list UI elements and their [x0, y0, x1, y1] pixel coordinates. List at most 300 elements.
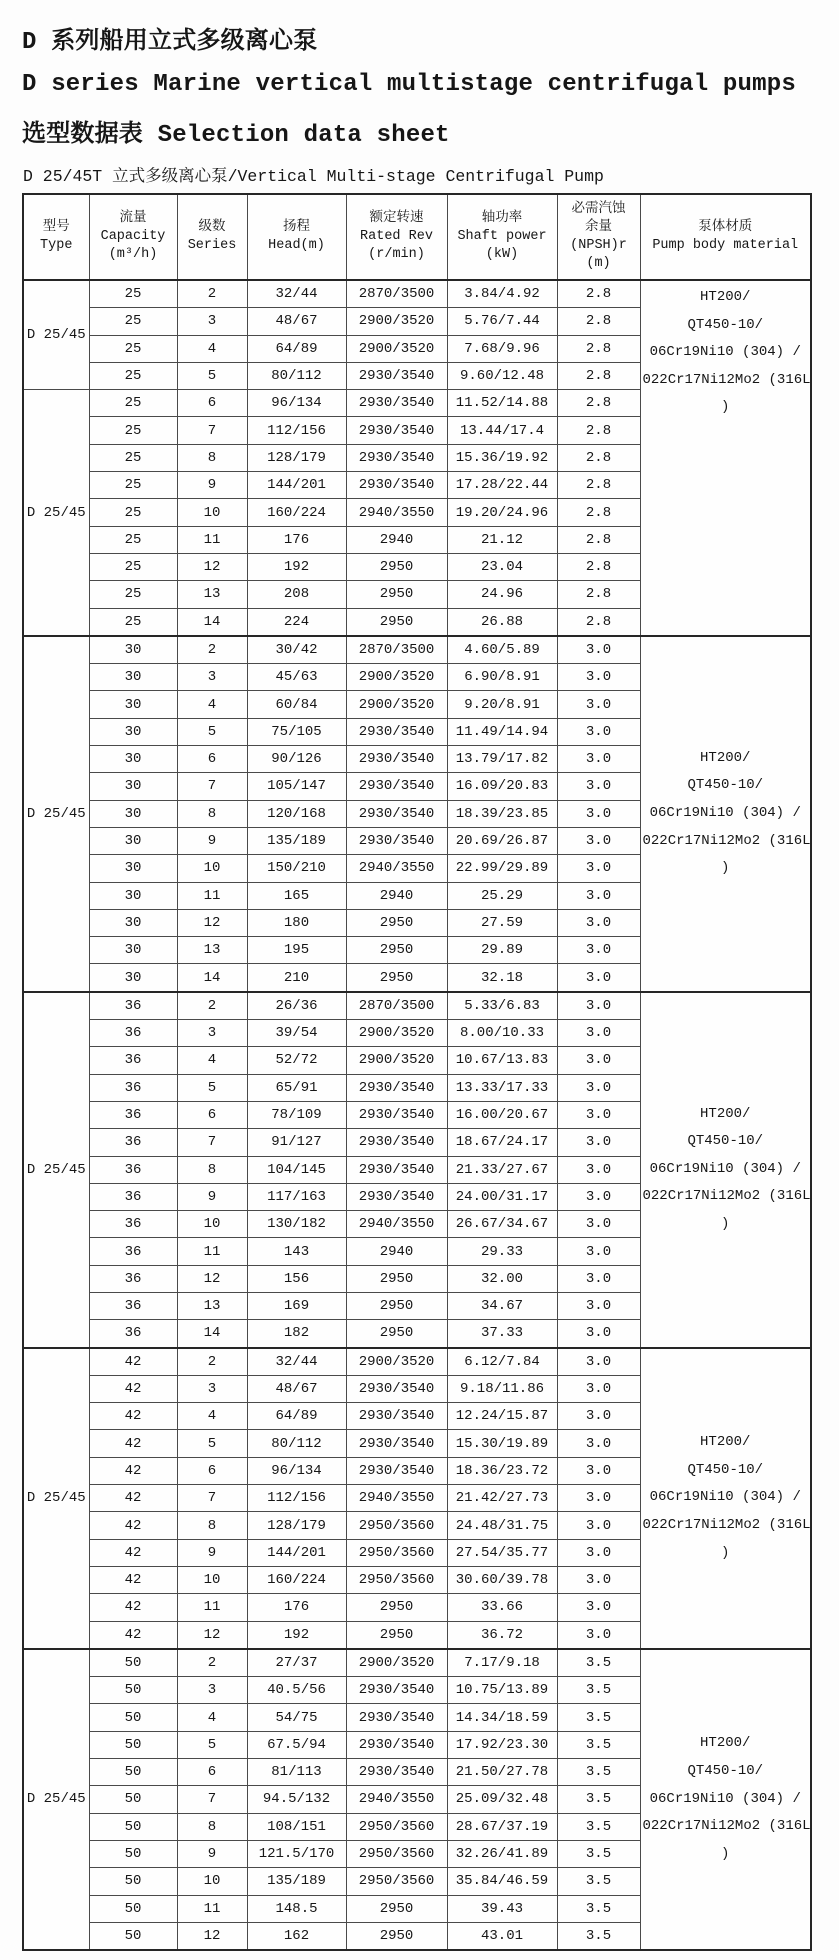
rated-rev-cell: 2950	[346, 1621, 447, 1649]
shaft-power-cell: 24.00/31.17	[447, 1183, 557, 1210]
material-line: QT450-10/	[687, 1461, 764, 1478]
shaft-power-cell: 7.17/9.18	[447, 1649, 557, 1677]
series-cell: 3	[177, 664, 247, 691]
capacity-cell: 25	[89, 608, 177, 636]
series-cell: 2	[177, 280, 247, 308]
shaft-power-cell: 33.66	[447, 1594, 557, 1621]
rated-rev-cell: 2950	[346, 1895, 447, 1922]
shaft-power-cell: 39.43	[447, 1895, 557, 1922]
npsh-cell: 3.0	[557, 1156, 640, 1183]
series-cell: 4	[177, 1403, 247, 1430]
capacity-cell: 42	[89, 1375, 177, 1402]
head-cell: 192	[247, 553, 346, 580]
material-line: )	[721, 399, 730, 416]
series-cell: 11	[177, 1238, 247, 1265]
title-cn: D 系列船用立式多级离心泵	[22, 29, 318, 56]
rated-rev-cell: 2940/3550	[346, 855, 447, 882]
shaft-power-cell: 27.59	[447, 909, 557, 936]
capacity-cell: 50	[89, 1759, 177, 1786]
series-cell: 10	[177, 1566, 247, 1593]
head-cell: 112/156	[247, 417, 346, 444]
head-cell: 32/44	[247, 1348, 346, 1376]
rated-rev-cell: 2940/3550	[346, 1485, 447, 1512]
shaft-power-cell: 32.18	[447, 964, 557, 992]
title-en: D series Marine vertical multistage centrifugal pumps	[22, 71, 796, 98]
shaft-power-cell: 37.33	[447, 1320, 557, 1348]
npsh-cell: 2.8	[557, 581, 640, 608]
capacity-cell: 42	[89, 1539, 177, 1566]
head-cell: 96/134	[247, 390, 346, 417]
head-cell: 80/112	[247, 362, 346, 389]
series-cell: 11	[177, 882, 247, 909]
npsh-cell: 3.0	[557, 1457, 640, 1484]
npsh-cell: 3.0	[557, 1621, 640, 1649]
rated-rev-cell: 2930/3540	[346, 1375, 447, 1402]
pump-type-cell: D 25/45	[23, 390, 89, 636]
npsh-cell: 3.0	[557, 664, 640, 691]
capacity-cell: 25	[89, 390, 177, 417]
series-cell: 12	[177, 1922, 247, 1950]
shaft-power-cell: 36.72	[447, 1621, 557, 1649]
capacity-cell: 36	[89, 992, 177, 1020]
shaft-power-cell: 12.24/15.87	[447, 1403, 557, 1430]
column-header-line: 必需汽蚀	[571, 201, 626, 217]
npsh-cell: 3.0	[557, 992, 640, 1020]
capacity-cell: 50	[89, 1895, 177, 1922]
series-cell: 6	[177, 1457, 247, 1484]
npsh-cell: 3.0	[557, 1430, 640, 1457]
material-line: 06Cr19Ni10 (304) /	[649, 1489, 801, 1506]
capacity-cell: 50	[89, 1786, 177, 1813]
column-header-shaft_power	[447, 194, 557, 280]
head-cell: 64/89	[247, 335, 346, 362]
material-line: )	[721, 1845, 730, 1862]
capacity-cell: 42	[89, 1512, 177, 1539]
shaft-power-cell: 29.89	[447, 937, 557, 964]
series-cell: 10	[177, 1211, 247, 1238]
npsh-cell: 3.0	[557, 1512, 640, 1539]
capacity-cell: 25	[89, 335, 177, 362]
rated-rev-cell: 2950/3560	[346, 1566, 447, 1593]
rated-rev-cell: 2930/3540	[346, 718, 447, 745]
series-cell: 4	[177, 1047, 247, 1074]
head-cell: 75/105	[247, 718, 346, 745]
material-line: 022Cr17Ni12Mo2 (316L	[642, 832, 811, 849]
npsh-cell: 3.5	[557, 1813, 640, 1840]
capacity-cell: 25	[89, 417, 177, 444]
shaft-power-cell: 11.49/14.94	[447, 718, 557, 745]
table-row	[23, 636, 811, 664]
capacity-cell: 42	[89, 1348, 177, 1376]
column-header-line: (kW)	[485, 247, 519, 263]
shaft-power-cell: 17.28/22.44	[447, 472, 557, 499]
capacity-cell: 50	[89, 1840, 177, 1867]
capacity-cell: 30	[89, 882, 177, 909]
shaft-power-cell: 15.30/19.89	[447, 1430, 557, 1457]
series-cell: 7	[177, 1129, 247, 1156]
capacity-cell: 30	[89, 827, 177, 854]
head-cell: 128/179	[247, 1512, 346, 1539]
npsh-cell: 3.5	[557, 1731, 640, 1758]
shaft-power-cell: 9.18/11.86	[447, 1375, 557, 1402]
series-cell: 3	[177, 1677, 247, 1704]
table-row	[23, 1649, 811, 1677]
series-cell: 14	[177, 608, 247, 636]
rated-rev-cell: 2950	[346, 581, 447, 608]
npsh-cell: 3.5	[557, 1786, 640, 1813]
head-cell: 120/168	[247, 800, 346, 827]
shaft-power-cell: 17.92/23.30	[447, 1731, 557, 1758]
series-cell: 9	[177, 1539, 247, 1566]
capacity-cell: 36	[89, 1129, 177, 1156]
material-line: 06Cr19Ni10 (304) /	[649, 1790, 801, 1807]
head-cell: 128/179	[247, 444, 346, 471]
series-cell: 7	[177, 1786, 247, 1813]
capacity-cell: 25	[89, 553, 177, 580]
column-header-line: Rated Rev	[360, 228, 433, 244]
rated-rev-cell: 2950	[346, 937, 447, 964]
capacity-cell: 30	[89, 800, 177, 827]
shaft-power-cell: 16.00/20.67	[447, 1101, 557, 1128]
rated-rev-cell: 2930/3540	[346, 444, 447, 471]
npsh-cell: 3.0	[557, 1539, 640, 1566]
head-cell: 150/210	[247, 855, 346, 882]
capacity-cell: 30	[89, 773, 177, 800]
series-cell: 12	[177, 909, 247, 936]
head-cell: 64/89	[247, 1403, 346, 1430]
shaft-power-cell: 18.67/24.17	[447, 1129, 557, 1156]
npsh-cell: 3.0	[557, 800, 640, 827]
table-body	[23, 280, 811, 1950]
series-cell: 14	[177, 964, 247, 992]
column-header-npsh	[557, 194, 640, 280]
capacity-cell: 30	[89, 664, 177, 691]
shaft-power-cell: 43.01	[447, 1922, 557, 1950]
npsh-cell: 2.8	[557, 335, 640, 362]
npsh-cell: 3.5	[557, 1677, 640, 1704]
npsh-cell: 2.8	[557, 362, 640, 389]
shaft-power-cell: 11.52/14.88	[447, 390, 557, 417]
capacity-cell: 25	[89, 308, 177, 335]
rated-rev-cell: 2930/3540	[346, 1156, 447, 1183]
npsh-cell: 3.0	[557, 691, 640, 718]
rated-rev-cell: 2950	[346, 964, 447, 992]
shaft-power-cell: 4.60/5.89	[447, 636, 557, 664]
capacity-cell: 50	[89, 1704, 177, 1731]
head-cell: 67.5/94	[247, 1731, 346, 1758]
column-header-line: (r/min)	[368, 247, 425, 263]
column-header-line: 轴功率	[481, 210, 523, 226]
npsh-cell: 3.0	[557, 909, 640, 936]
rated-rev-cell: 2930/3540	[346, 1074, 447, 1101]
head-cell: 32/44	[247, 280, 346, 308]
series-cell: 3	[177, 1375, 247, 1402]
npsh-cell: 3.0	[557, 1020, 640, 1047]
head-cell: 176	[247, 526, 346, 553]
shaft-power-cell: 21.33/27.67	[447, 1156, 557, 1183]
material-line: 06Cr19Ni10 (304) /	[649, 804, 801, 821]
capacity-cell: 25	[89, 444, 177, 471]
head-cell: 162	[247, 1922, 346, 1950]
npsh-cell: 3.0	[557, 1129, 640, 1156]
series-cell: 8	[177, 1813, 247, 1840]
head-cell: 104/145	[247, 1156, 346, 1183]
npsh-cell: 2.8	[557, 553, 640, 580]
column-header-line: Series	[187, 238, 237, 253]
rated-rev-cell: 2900/3520	[346, 335, 447, 362]
head-cell: 165	[247, 882, 346, 909]
rated-rev-cell: 2940	[346, 1238, 447, 1265]
capacity-cell: 42	[89, 1403, 177, 1430]
pump-body-material-cell	[640, 280, 811, 636]
shaft-power-cell: 7.68/9.96	[447, 335, 557, 362]
capacity-cell: 42	[89, 1457, 177, 1484]
series-cell: 10	[177, 1868, 247, 1895]
pump-type-cell: D 25/45	[23, 280, 89, 390]
rated-rev-cell: 2930/3540	[346, 827, 447, 854]
npsh-cell: 3.0	[557, 964, 640, 992]
selection-data-table	[22, 193, 812, 1951]
shaft-power-cell: 29.33	[447, 1238, 557, 1265]
shaft-power-cell: 32.26/41.89	[447, 1840, 557, 1867]
material-line: 022Cr17Ni12Mo2 (316L	[642, 371, 811, 388]
npsh-cell: 3.5	[557, 1840, 640, 1867]
npsh-cell: 3.0	[557, 1403, 640, 1430]
npsh-cell: 3.0	[557, 827, 640, 854]
rated-rev-cell: 2930/3540	[346, 1731, 447, 1758]
series-cell: 5	[177, 1430, 247, 1457]
head-cell: 144/201	[247, 1539, 346, 1566]
series-cell: 5	[177, 718, 247, 745]
head-cell: 117/163	[247, 1183, 346, 1210]
rated-rev-cell: 2940/3550	[346, 1786, 447, 1813]
head-cell: 130/182	[247, 1211, 346, 1238]
header-row	[23, 194, 811, 280]
head-cell: 60/84	[247, 691, 346, 718]
rated-rev-cell: 2930/3540	[346, 390, 447, 417]
shaft-power-cell: 25.29	[447, 882, 557, 909]
material-line: 022Cr17Ni12Mo2 (316L	[642, 1517, 811, 1533]
capacity-cell: 25	[89, 362, 177, 389]
material-line: HT200/	[700, 749, 751, 766]
series-cell: 13	[177, 1292, 247, 1319]
column-header-line: 级数	[198, 219, 226, 235]
head-cell: 208	[247, 581, 346, 608]
rated-rev-cell: 2930/3540	[346, 1403, 447, 1430]
rated-rev-cell: 2940	[346, 526, 447, 553]
capacity-cell: 36	[89, 1292, 177, 1319]
shaft-power-cell: 20.69/26.87	[447, 827, 557, 854]
npsh-cell: 3.0	[557, 1238, 640, 1265]
capacity-cell: 30	[89, 636, 177, 664]
shaft-power-cell: 6.12/7.84	[447, 1348, 557, 1376]
rated-rev-cell: 2870/3500	[346, 992, 447, 1020]
head-cell: 39/54	[247, 1020, 346, 1047]
capacity-cell: 50	[89, 1813, 177, 1840]
npsh-cell: 3.0	[557, 773, 640, 800]
capacity-cell: 42	[89, 1621, 177, 1649]
shaft-power-cell: 15.36/19.92	[447, 444, 557, 471]
head-cell: 160/224	[247, 499, 346, 526]
head-cell: 180	[247, 909, 346, 936]
shaft-power-cell: 24.96	[447, 581, 557, 608]
series-cell: 4	[177, 335, 247, 362]
rated-rev-cell: 2870/3500	[346, 636, 447, 664]
series-cell: 2	[177, 1649, 247, 1677]
shaft-power-cell: 26.67/34.67	[447, 1211, 557, 1238]
shaft-power-cell: 23.04	[447, 553, 557, 580]
npsh-cell: 3.0	[557, 1320, 640, 1348]
column-header-rated_rev	[346, 194, 447, 280]
material-line: HT200/	[700, 1105, 751, 1122]
capacity-cell: 36	[89, 1074, 177, 1101]
series-cell: 9	[177, 827, 247, 854]
capacity-cell: 36	[89, 1101, 177, 1128]
rated-rev-cell: 2950/3560	[346, 1539, 447, 1566]
material-line: )	[721, 1216, 730, 1233]
npsh-cell: 3.0	[557, 1485, 640, 1512]
capacity-cell: 50	[89, 1649, 177, 1677]
shaft-power-cell: 18.36/23.72	[447, 1457, 557, 1484]
pump-body-material-cell	[640, 992, 811, 1348]
pump-type-cell: D 25/45	[23, 1649, 89, 1950]
pump-type-cell: D 25/45	[23, 636, 89, 992]
series-cell: 2	[177, 636, 247, 664]
series-cell: 5	[177, 1731, 247, 1758]
rated-rev-cell: 2950/3560	[346, 1868, 447, 1895]
series-cell: 7	[177, 773, 247, 800]
shaft-power-cell: 32.00	[447, 1265, 557, 1292]
series-cell: 6	[177, 1101, 247, 1128]
head-cell: 169	[247, 1292, 346, 1319]
npsh-cell: 3.0	[557, 636, 640, 664]
table-caption: D 25/45T 立式多级离心泵/Vertical Multi-stage Centrifugal Pump	[23, 167, 604, 186]
capacity-cell: 36	[89, 1183, 177, 1210]
rated-rev-cell: 2900/3520	[346, 308, 447, 335]
column-header-head	[247, 194, 346, 280]
series-cell: 8	[177, 444, 247, 471]
shaft-power-cell: 21.42/27.73	[447, 1485, 557, 1512]
column-header-material	[640, 194, 811, 280]
npsh-cell: 3.0	[557, 1074, 640, 1101]
rated-rev-cell: 2950/3560	[346, 1813, 447, 1840]
npsh-cell: 3.5	[557, 1868, 640, 1895]
series-cell: 5	[177, 362, 247, 389]
rated-rev-cell: 2940/3550	[346, 499, 447, 526]
material-line: QT450-10/	[687, 316, 764, 333]
head-cell: 52/72	[247, 1047, 346, 1074]
rated-rev-cell: 2940	[346, 882, 447, 909]
series-cell: 5	[177, 1074, 247, 1101]
rated-rev-cell: 2930/3540	[346, 417, 447, 444]
column-header-line: Head(m)	[268, 238, 325, 253]
capacity-cell: 36	[89, 1238, 177, 1265]
capacity-cell: 30	[89, 691, 177, 718]
series-cell: 4	[177, 1704, 247, 1731]
shaft-power-cell: 16.09/20.83	[447, 773, 557, 800]
shaft-power-cell: 19.20/24.96	[447, 499, 557, 526]
shaft-power-cell: 14.34/18.59	[447, 1704, 557, 1731]
shaft-power-cell: 28.67/37.19	[447, 1813, 557, 1840]
capacity-cell: 42	[89, 1566, 177, 1593]
column-header-line: Type	[40, 238, 73, 253]
head-cell: 30/42	[247, 636, 346, 664]
npsh-cell: 3.0	[557, 746, 640, 773]
head-cell: 94.5/132	[247, 1786, 346, 1813]
series-cell: 2	[177, 1348, 247, 1376]
head-cell: 65/91	[247, 1074, 346, 1101]
rated-rev-cell: 2900/3520	[346, 1649, 447, 1677]
head-cell: 112/156	[247, 1485, 346, 1512]
series-cell: 6	[177, 1759, 247, 1786]
material-line: 022Cr17Ni12Mo2 (316L	[642, 1188, 811, 1205]
head-cell: 80/112	[247, 1430, 346, 1457]
shaft-power-cell: 5.76/7.44	[447, 308, 557, 335]
head-cell: 144/201	[247, 472, 346, 499]
column-header-line: 额定转速	[369, 210, 424, 226]
rated-rev-cell: 2950	[346, 1594, 447, 1621]
series-cell: 9	[177, 1183, 247, 1210]
shaft-power-cell: 5.33/6.83	[447, 992, 557, 1020]
series-cell: 11	[177, 1594, 247, 1621]
shaft-power-cell: 13.33/17.33	[447, 1074, 557, 1101]
series-cell: 2	[177, 992, 247, 1020]
series-cell: 8	[177, 800, 247, 827]
capacity-cell: 30	[89, 718, 177, 745]
pump-type-cell: D 25/45	[23, 1348, 89, 1649]
npsh-cell: 3.0	[557, 1047, 640, 1074]
column-header-line: 流量	[119, 210, 147, 226]
head-cell: 81/113	[247, 1759, 346, 1786]
rated-rev-cell: 2950	[346, 553, 447, 580]
npsh-cell: 3.0	[557, 1292, 640, 1319]
head-cell: 54/75	[247, 1704, 346, 1731]
shaft-power-cell: 10.75/13.89	[447, 1677, 557, 1704]
rated-rev-cell: 2930/3540	[346, 1430, 447, 1457]
material-line: 06Cr19Ni10 (304) /	[649, 344, 801, 361]
rated-rev-cell: 2950	[346, 909, 447, 936]
shaft-power-cell: 9.20/8.91	[447, 691, 557, 718]
pump-type-cell: D 25/45	[23, 992, 89, 1348]
rated-rev-cell: 2950	[346, 608, 447, 636]
head-cell: 192	[247, 1621, 346, 1649]
head-cell: 27/37	[247, 1649, 346, 1677]
npsh-cell: 3.0	[557, 1265, 640, 1292]
series-cell: 6	[177, 746, 247, 773]
rated-rev-cell: 2930/3540	[346, 1759, 447, 1786]
shaft-power-cell: 3.84/4.92	[447, 280, 557, 308]
column-header-line: Capacity	[100, 228, 166, 244]
rated-rev-cell: 2900/3520	[346, 1047, 447, 1074]
series-cell: 4	[177, 691, 247, 718]
capacity-cell: 36	[89, 1156, 177, 1183]
capacity-cell: 42	[89, 1594, 177, 1621]
table-row	[23, 1348, 811, 1376]
npsh-cell: 3.5	[557, 1704, 640, 1731]
shaft-power-cell: 6.90/8.91	[447, 664, 557, 691]
capacity-cell: 36	[89, 1265, 177, 1292]
capacity-cell: 25	[89, 472, 177, 499]
capacity-cell: 30	[89, 909, 177, 936]
head-cell: 224	[247, 608, 346, 636]
npsh-cell: 3.5	[557, 1895, 640, 1922]
capacity-cell: 36	[89, 1020, 177, 1047]
npsh-cell: 2.8	[557, 280, 640, 308]
rated-rev-cell: 2950/3560	[346, 1840, 447, 1867]
series-cell: 3	[177, 308, 247, 335]
material-line: QT450-10/	[687, 1133, 764, 1150]
npsh-cell: 3.0	[557, 718, 640, 745]
